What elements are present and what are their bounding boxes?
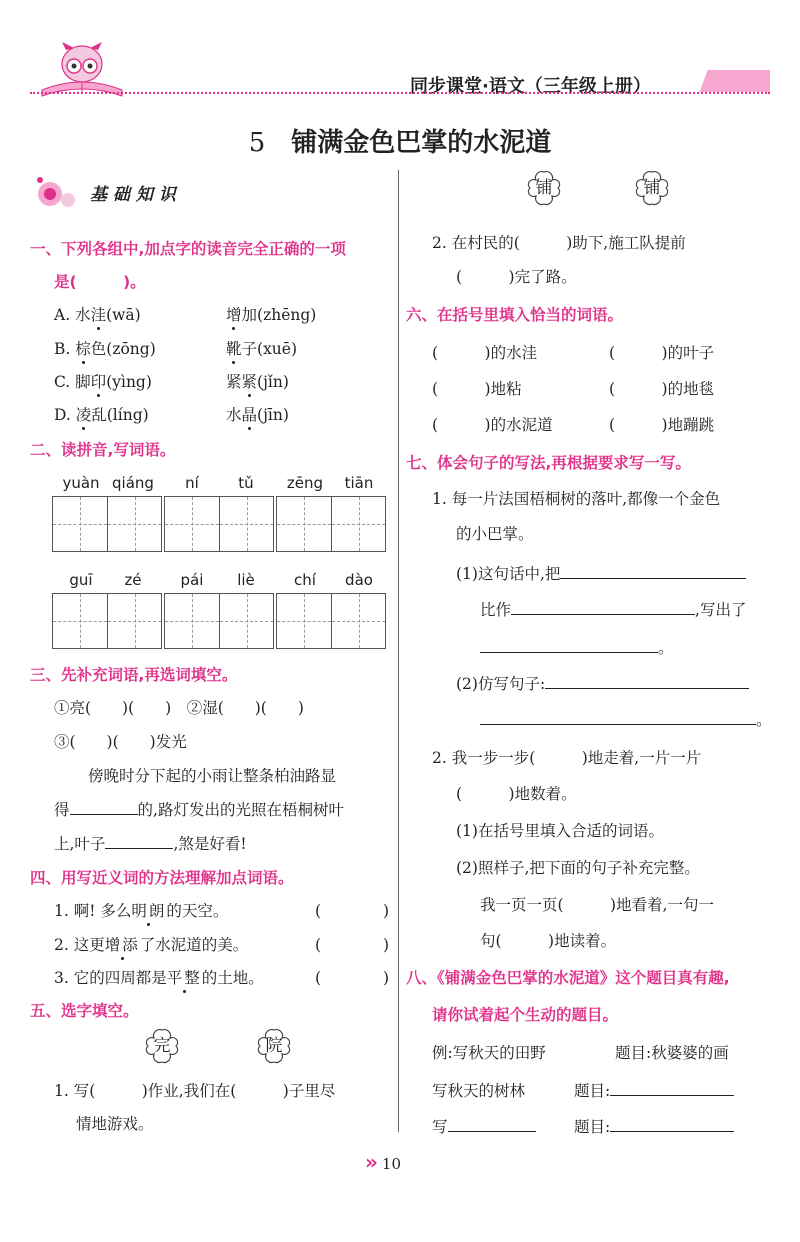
column-divider [398, 170, 399, 1132]
q8-heading: 八、《铺满金色巴掌的水泥道》这个题目真有趣, [406, 969, 730, 987]
q3-para2 [54, 798, 344, 820]
q1-option-b-left: B. 棕色(zōng) [54, 340, 156, 358]
header-divider [30, 92, 770, 94]
q8-example-right: 题目:秋婆婆的画 [615, 1044, 729, 1062]
q8-line2-left: 写秋天的树林 [432, 1082, 526, 1100]
q7-part2-line2: 。 [480, 708, 772, 730]
q6-item: ( )的地毯 [609, 380, 715, 398]
pinyin-label: qiáng [112, 474, 154, 492]
q8-example-left: 例:写秋天的田野 [432, 1044, 546, 1062]
q7-sentence2-cont: ( )地数着。 [456, 785, 577, 803]
lesson-number: 5 [248, 128, 266, 158]
q6-heading: 六、在括号里填入恰当的词语。 [406, 306, 624, 324]
header-decor-bar [690, 70, 770, 92]
q3-para3-start: 上,叶子 [54, 835, 106, 853]
flower-char-badge: 完 [142, 1026, 182, 1066]
q7-part1-line3: 。 [480, 636, 674, 658]
q3-heading: 三、先补充词语,再选词填空。 [30, 666, 238, 684]
q8-line3-left: 写 [432, 1115, 536, 1137]
q1-option-c-left: C. 脚印(yìng) [54, 373, 152, 391]
lesson-title [0, 122, 800, 159]
q7-sentence2: 2. 我一步一步( )地走着,一片一片 [432, 749, 702, 767]
fill-blank[interactable] [480, 638, 658, 653]
q3-para2-start: 得 [54, 801, 70, 819]
fill-blank[interactable] [105, 834, 173, 849]
flower-char-badge: 院 [254, 1026, 294, 1066]
flower-char-badge: 铺 [524, 168, 564, 208]
pinyin-label: chí [294, 571, 316, 589]
q2-heading: 二、读拼音,写词语。 [30, 441, 176, 459]
q6-item: ( )的水洼 [432, 344, 538, 362]
q7-sentence2-example: 我一页一页( )地看着,一句一 [480, 896, 715, 914]
q4-item: 3. 它的四周都是平整的土地。 [54, 969, 264, 987]
q6-item: ( )地蹦跳 [609, 416, 715, 434]
pinyin-label: tiān [344, 474, 374, 492]
pinyin-label: yuàn [62, 474, 100, 492]
q1-option-d-left: D. 凌乱(líng) [54, 406, 149, 424]
fill-blank[interactable] [448, 1117, 536, 1132]
fill-blank[interactable] [610, 1117, 734, 1132]
q7-sentence2-part2: (2)照样子,把下面的句子补充完整。 [456, 859, 700, 877]
q4-item: 2. 这更增添了水泥道的美。 [54, 936, 249, 954]
q1-option-a-right: 增加(zhēng) [226, 306, 317, 324]
q7-part1-line2: 比作 ,写出了 [480, 601, 747, 619]
q5-item2: 2. 在村民的( )助下,施工队提前 [432, 234, 686, 252]
q1-option-a-left: A. 水洼(wā) [54, 306, 141, 324]
q1-option-d-right: 水晶(jīn) [226, 406, 289, 424]
q7-part2: (2)仿写句子: [456, 672, 749, 694]
q7-part1: (1)这句话中,把 [456, 562, 746, 584]
q7-sentence2-example-cont: 句( )地读着。 [480, 932, 617, 950]
q3-para3 [54, 832, 247, 854]
pinyin-label: guī [69, 571, 93, 589]
q3-para3-end: ,煞是好看! [173, 835, 247, 853]
q3-line1: ①亮( )( ) ②湿( )( ) [54, 699, 304, 717]
writing-grid[interactable] [276, 496, 386, 552]
q3-para2-end: 的,路灯发出的光照在梧桐树叶 [137, 801, 344, 819]
q8-line3-right: 题目: [574, 1115, 734, 1137]
mascot-logo [36, 40, 128, 98]
pinyin-label: dào [345, 571, 373, 589]
q7-sentence2-part1: (1)在括号里填入合适的词语。 [456, 822, 664, 840]
q7-sentence1: 1. 每一片法国梧桐树的落叶,都像一个金色 [432, 490, 721, 508]
q4-heading: 四、用写近义词的方法理解加点词语。 [30, 869, 294, 887]
double-chevron-icon: » [365, 1150, 378, 1174]
q6-item: ( )的叶子 [609, 344, 715, 362]
basics-badge-text: 基 础 知 识 [90, 185, 176, 205]
q7-sentence1-cont: 的小巴掌。 [456, 525, 534, 543]
writing-grid[interactable] [164, 593, 274, 649]
q5-heading: 五、选字填空。 [30, 1002, 139, 1020]
q4-answer-blank[interactable]: ( ) [315, 969, 390, 987]
pinyin-label: zēng [286, 474, 324, 492]
header-title: 同步课堂·语文（三年级上册） [410, 76, 651, 97]
q3-para1: 傍晚时分下起的小雨让整条柏油路显 [88, 767, 337, 785]
writing-grid[interactable] [52, 593, 162, 649]
q4-answer-blank[interactable]: ( ) [315, 902, 390, 920]
q5-item1: 1. 写( )作业,我们在( )子里尽 [54, 1082, 336, 1100]
writing-grid[interactable] [276, 593, 386, 649]
pinyin-label: liè [237, 571, 255, 589]
q4-item: 1. 啊! 多么明朗的天空。 [54, 902, 229, 920]
q5-item2-cont: ( )完了路。 [456, 268, 577, 286]
pinyin-label: ní [185, 474, 199, 492]
fill-blank[interactable] [545, 674, 749, 689]
page-number: » 10 [365, 1150, 402, 1174]
q4-answer-blank[interactable]: ( ) [315, 936, 390, 954]
q3-line2: ③( )( )发光 [54, 733, 187, 751]
q5-item1-cont: 情地游戏。 [76, 1115, 154, 1133]
pinyin-label: tǔ [238, 474, 254, 492]
writing-grid[interactable] [52, 496, 162, 552]
q1-option-b-right: 靴子(xuē) [226, 340, 298, 358]
q1-option-c-right: 紧紧(jǐn) [226, 373, 289, 391]
writing-grid[interactable] [164, 496, 274, 552]
basics-badge [28, 172, 228, 212]
pinyin-label: zé [124, 571, 142, 589]
pinyin-label: pái [180, 571, 204, 589]
fill-blank[interactable] [560, 564, 746, 579]
fill-blank[interactable] [480, 710, 756, 725]
q8-line2-right: 题目: [574, 1079, 734, 1101]
q7-heading: 七、体会句子的写法,再根据要求写一写。 [406, 454, 691, 472]
q6-item: ( )的水泥道 [432, 416, 553, 434]
q6-item: ( )地粘 [432, 380, 522, 398]
q1-heading-cont: 是( )。 [54, 273, 146, 291]
lesson-name: 铺满金色巴掌的水泥道 [291, 128, 552, 158]
flower-char-badge: 铺 [632, 168, 672, 208]
q8-heading-cont: 请你试着起个生动的题目。 [432, 1006, 619, 1024]
fill-blank[interactable] [610, 1081, 734, 1096]
fill-blank[interactable] [511, 600, 695, 615]
fill-blank[interactable] [70, 800, 138, 815]
q1-heading: 一、下列各组中,加点字的读音完全正确的一项 [30, 240, 346, 258]
